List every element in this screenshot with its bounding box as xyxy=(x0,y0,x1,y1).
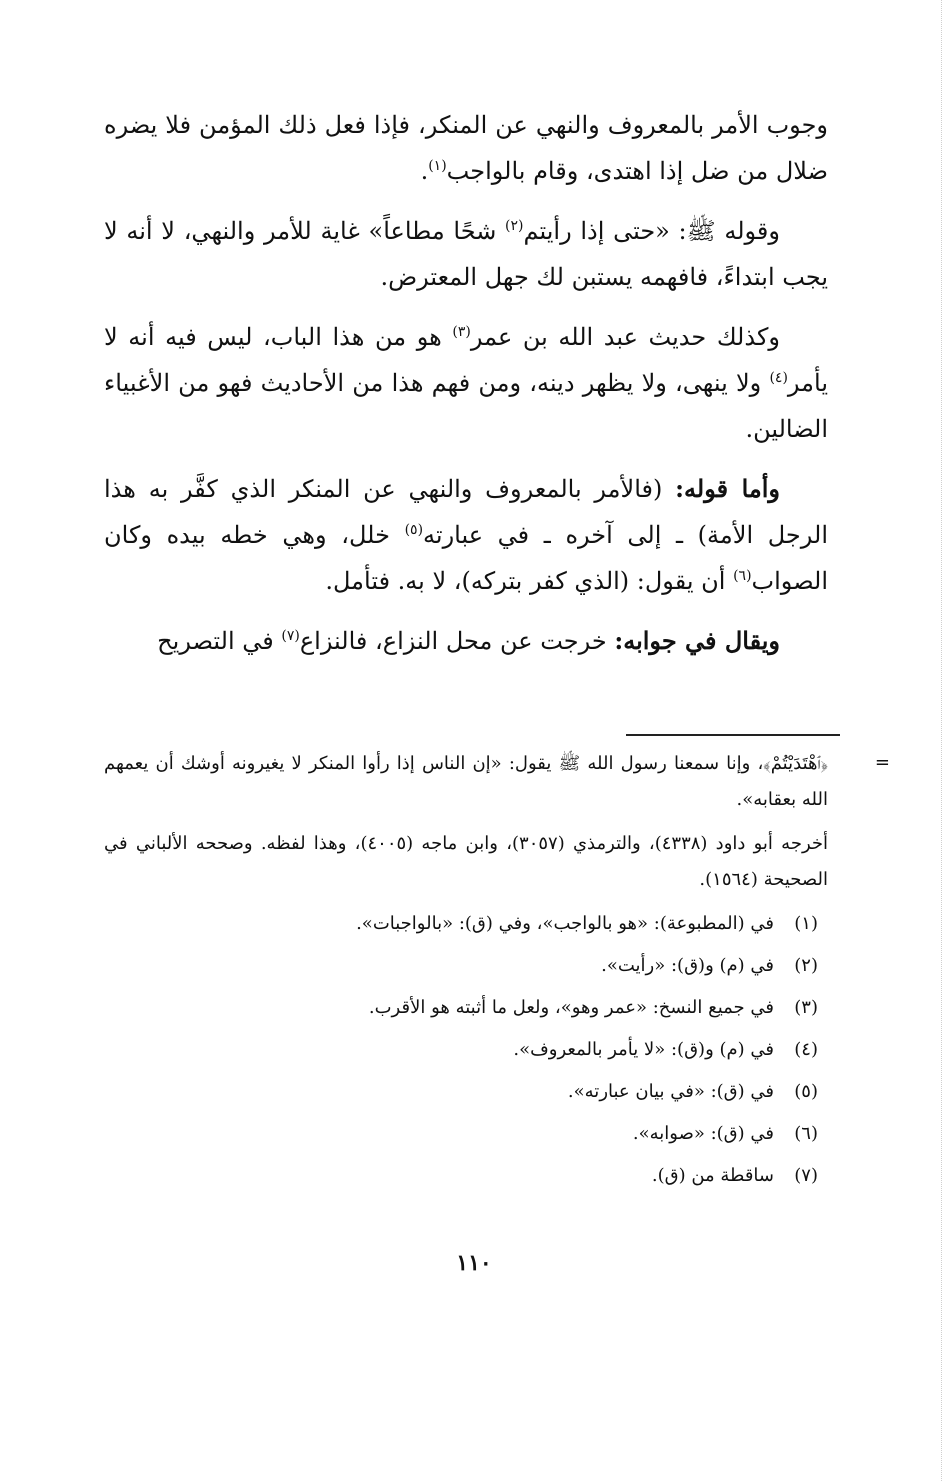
footnote-number: (٤) xyxy=(794,1039,818,1060)
footnote-list xyxy=(104,906,828,1194)
paragraph-3-text-c: ولا ينهى، ولا يظهر دينه، ومن فهم هذا من الأحاديث فهو من الأغبياء الضالين. xyxy=(104,369,828,443)
footnote-text: في (م) و(ق): «لا يأمر بالمعروف». xyxy=(513,1039,774,1060)
paragraph-5-lead: ويقال في جوابه: xyxy=(614,626,780,655)
footnote-text: في (م) و(ق): «رأيت». xyxy=(601,955,774,976)
footnote-text: في (ق): «صوابه». xyxy=(632,1123,774,1144)
paragraph-4-text-a: (فالأمر بالمعروف والنهي عن المنكر الذي كفَّر به هذا الرجل الأمة) ـ إلى آخره ـ في عبارته xyxy=(104,475,828,549)
footnote-separator-rule xyxy=(626,734,840,736)
footnote-ref-5: (٥) xyxy=(404,522,424,538)
footnote-text: ساقطة من (ق). xyxy=(651,1165,774,1186)
footnote-item xyxy=(104,906,818,942)
footnote-item xyxy=(104,1032,818,1068)
footnote-continued-text-1: ﴿ٱهْتَدَيْتُمْ﴾، وإنا سمعنا رسول الله ﷺ يقول: «إن الناس إذا رأوا المنكر لا يغيرونه أوشك أن يعمهم الله بعقابه». xyxy=(104,753,828,810)
paragraph-2 xyxy=(104,208,828,300)
paragraph-3-text-b: هو من هذا الباب، ليس فيه أنه لا يأمر xyxy=(104,323,828,397)
paragraph-5-text-b: في التصريح xyxy=(157,627,282,655)
page-number: ١١٠ xyxy=(456,1250,492,1276)
paragraph-4-text-c: أن يقول: (الذي كفر بتركه)، لا به. فتأمل. xyxy=(325,567,734,595)
paragraph-4 xyxy=(104,466,828,604)
footnote-item xyxy=(104,1116,818,1152)
footnote-continuation-marker: = xyxy=(874,752,890,773)
paragraph-5-text-a: خرجت عن محل النزاع، فالنزاع xyxy=(299,627,615,655)
paragraph-3-text-a: وكذلك حديث عبد الله بن عمر xyxy=(470,323,780,351)
paragraph-3 xyxy=(104,314,828,452)
paragraph-1 xyxy=(104,102,828,194)
footnote-item xyxy=(104,948,818,984)
footnote-ref-1: (١) xyxy=(428,158,447,174)
footnotes-section xyxy=(104,746,828,1200)
paragraph-1-end: . xyxy=(420,157,429,185)
paragraph-4-lead: وأما قوله: xyxy=(675,474,781,503)
footnote-number: (٣) xyxy=(794,997,818,1018)
footnote-number: (١) xyxy=(794,913,818,934)
footnote-continued-text-2: أخرجه أبو داود (٤٣٣٨)، والترمذي (٣٠٥٧)، وابن ماجه (٤٠٠٥)، وهذا لفظه. وصححه الألباني في الصحيحة (١٥٦٤). xyxy=(104,833,829,890)
footnote-item xyxy=(104,1158,818,1194)
footnote-text: في (المطبوعة): «هو بالواجب»، وفي (ق): «بالواجبات». xyxy=(356,913,774,934)
footnote-ref-4: (٤) xyxy=(769,370,788,386)
page-edge xyxy=(941,0,948,1481)
footnote-number: (٢) xyxy=(794,955,818,976)
paragraph-1-text: وجوب الأمر بالمعروف والنهي عن المنكر، فإذا فعل ذلك المؤمن فلا يضره ضلال من ضل إذا اهتدى، وقام بالواجب xyxy=(104,111,828,185)
footnote-text: في جميع النسخ: «عمر وهو»، ولعل ما أثبته هو الأقرب. xyxy=(368,997,774,1018)
footnote-number: (٦) xyxy=(794,1123,818,1144)
footnote-number: (٥) xyxy=(794,1081,818,1102)
main-text-body xyxy=(104,102,828,678)
paragraph-2-text-b: شحًا مطاعاً» غاية للأمر والنهي، لا أنه لا يجب ابتداءً، فافهمه يستبن لك جهل المعترض. xyxy=(104,217,828,291)
footnote-ref-3: (٣) xyxy=(452,324,471,340)
footnote-item xyxy=(104,1074,818,1110)
footnote-ref-6: (٦) xyxy=(733,568,752,584)
footnote-ref-2: (٢) xyxy=(505,218,524,234)
paragraph-5 xyxy=(104,618,828,664)
footnote-ref-7: (٧) xyxy=(281,628,300,644)
footnote-item xyxy=(104,990,818,1026)
footnote-text: في (ق): «في بيان عبارته». xyxy=(567,1081,774,1102)
paragraph-2-text-a: وقوله ﷺ: «حتى إذا رأيتم xyxy=(523,217,780,245)
footnote-number: (٧) xyxy=(794,1165,818,1186)
paragraph-4-text-b: خلل، وهي خطه بيده وكان الصواب xyxy=(104,521,828,595)
